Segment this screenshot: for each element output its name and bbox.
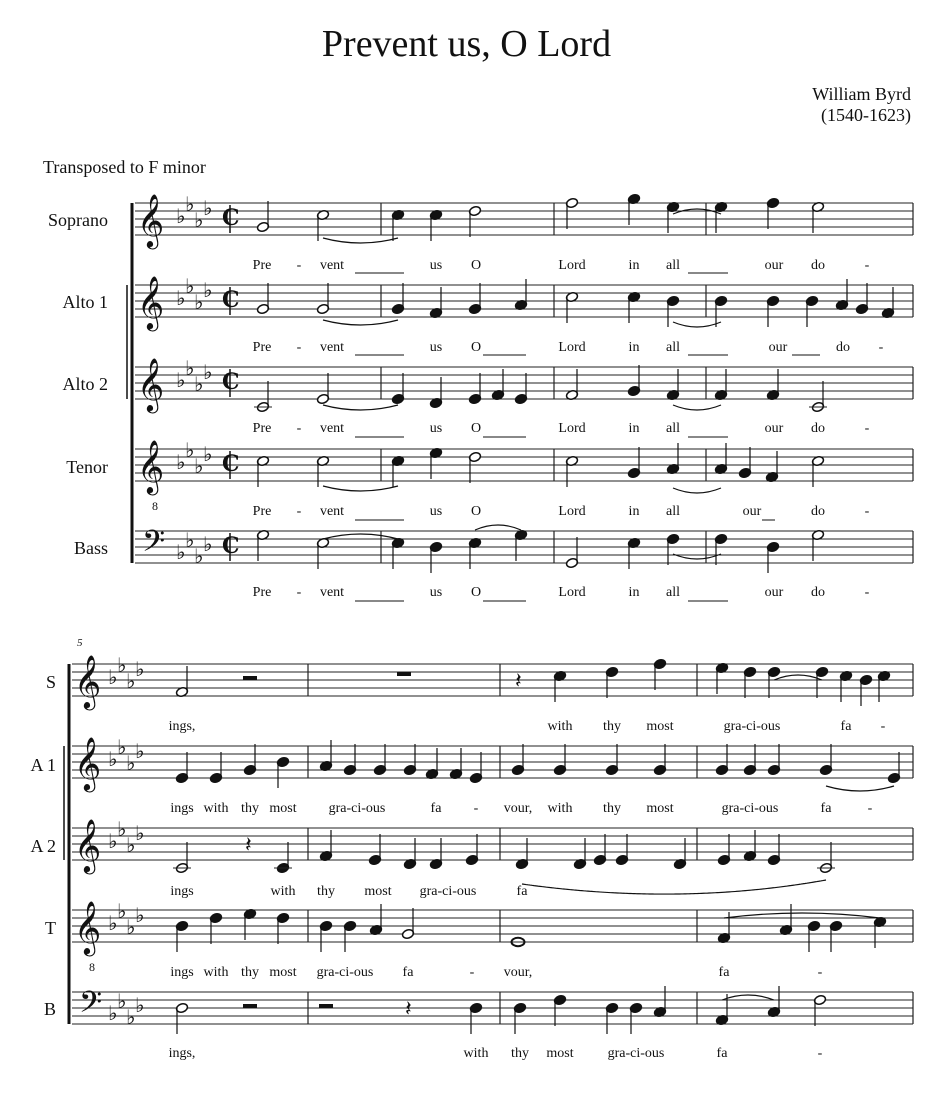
lyric-syllable: all (666, 340, 680, 355)
flat-sign-icon: ♭ (135, 739, 145, 763)
flat-sign-icon: ♭ (135, 993, 145, 1017)
measure-number: 5 (77, 637, 83, 649)
common-time-icon: C (222, 451, 240, 477)
flat-sign-icon: ♭ (126, 669, 136, 693)
lyric-syllable: thy (603, 801, 621, 816)
lyric-syllable: Pre (252, 585, 272, 600)
flat-sign-icon: ♭ (176, 450, 186, 474)
common-time-icon: C (222, 533, 240, 559)
composer-name: William Byrd (812, 84, 911, 104)
slur (724, 913, 880, 918)
flat-sign-icon: ♭ (176, 368, 186, 392)
lyric-syllable: gra-ci-ous (328, 801, 386, 816)
flat-sign-icon: ♭ (117, 989, 127, 1013)
slur (323, 405, 398, 410)
lyric-syllable: - (296, 504, 302, 519)
lyric-syllable: O (470, 504, 482, 519)
lyric-syllable: Lord (558, 421, 586, 436)
octave-marker: 8 (89, 960, 95, 974)
lyric-syllable: - (473, 801, 479, 816)
lyric-syllable: thy (511, 1046, 529, 1061)
lyric-syllable: Lord (558, 504, 586, 519)
lyric-syllable: most (646, 719, 674, 734)
flat-sign-icon: ♭ (117, 817, 127, 841)
lyric-syllable: do (836, 340, 850, 355)
lyric-syllable: in (628, 421, 640, 436)
half-rest-icon (243, 1004, 257, 1008)
flat-sign-icon: ♭ (203, 360, 213, 384)
flat-sign-icon: ♭ (194, 454, 204, 478)
lyric-syllable: with (203, 965, 229, 980)
treble-clef-icon: 𝄞 (74, 900, 102, 954)
lyric-syllable: vent (319, 504, 345, 519)
treble-clef-icon: 𝄞 (137, 357, 165, 411)
slur (673, 322, 721, 327)
lyric-syllable: do (811, 258, 825, 273)
lyric-syllable: O (470, 585, 482, 600)
lyric-syllable: - (296, 421, 302, 436)
lyric-syllable: gra-ci-ous (316, 965, 374, 980)
lyric-syllable: - (296, 258, 302, 273)
lyric-syllable: in (628, 258, 640, 273)
bass-clef-icon: 𝄢 (142, 525, 166, 566)
slur (323, 238, 398, 243)
lyric-syllable: Lord (558, 258, 586, 273)
lyric-syllable: fa (716, 1046, 728, 1061)
treble-clef-icon: 𝄞 (137, 193, 165, 247)
flat-sign-icon: ♭ (117, 653, 127, 677)
lyric-syllable: vent (319, 585, 345, 600)
flat-sign-icon: ♭ (176, 286, 186, 310)
slur (323, 534, 398, 539)
lyric-syllable: ings (170, 801, 194, 816)
treble-clef-icon: 𝄞 (74, 654, 102, 708)
lyric-syllable: gra-ci-ous (723, 719, 781, 734)
half-rest-icon (243, 676, 257, 680)
quarter-rest-icon: 𝄽 (405, 997, 412, 1022)
flat-sign-icon: ♭ (108, 911, 118, 935)
lyric-syllable: us (429, 340, 443, 355)
part-label-a2: A 2 (30, 836, 56, 856)
lyric-syllable: most (269, 801, 297, 816)
whole-rest-icon (397, 672, 411, 676)
part-label-b: B (43, 999, 56, 1019)
flat-sign-icon: ♭ (194, 290, 204, 314)
part-label-a1: A 1 (30, 755, 56, 775)
lyric-syllable: all (666, 504, 680, 519)
lyric-syllable: - (880, 719, 886, 734)
lyric-syllable: us (429, 258, 443, 273)
slur (522, 880, 826, 894)
lyric-syllable: our (768, 340, 788, 355)
lyric-syllable: thy (317, 884, 335, 899)
flat-sign-icon: ♭ (117, 735, 127, 759)
lyric-syllable: fa (430, 801, 442, 816)
flat-sign-icon: ♭ (203, 442, 213, 466)
part-label-tenor: Tenor (66, 457, 108, 477)
common-time-icon: C (222, 369, 240, 395)
part-label-bass: Bass (73, 538, 108, 558)
lyric-syllable: Pre (252, 258, 272, 273)
lyric-syllable: vent (319, 258, 345, 273)
lyric-syllable: with (270, 884, 296, 899)
lyric-syllable: in (628, 340, 640, 355)
lyric-syllable: Pre (252, 504, 272, 519)
flat-sign-icon: ♭ (126, 833, 136, 857)
part-label-alto-1: Alto 1 (62, 292, 108, 312)
lyric-syllable: do (811, 504, 825, 519)
lyric-syllable: - (817, 1046, 823, 1061)
lyric-syllable: in (628, 585, 640, 600)
lyric-syllable: our (764, 585, 784, 600)
treble-clef-icon: 𝄞 (137, 439, 165, 493)
lyric-syllable: thy (241, 965, 259, 980)
bass-clef-icon: 𝄢 (79, 986, 103, 1027)
lyric-syllable: Lord (558, 340, 586, 355)
quarter-rest-icon: 𝄽 (245, 833, 252, 858)
lyric-syllable: do (811, 585, 825, 600)
flat-sign-icon: ♭ (185, 438, 195, 462)
flat-sign-icon: ♭ (126, 751, 136, 775)
slur (722, 995, 774, 1000)
lyric-syllable: - (867, 801, 873, 816)
part-label-t: T (45, 918, 56, 938)
lyric-syllable: most (364, 884, 392, 899)
part-label-alto-2: Alto 2 (62, 374, 108, 394)
flat-sign-icon: ♭ (135, 821, 145, 845)
lyric-syllable: all (666, 258, 680, 273)
lyric-syllable: in (628, 504, 640, 519)
part-label-s: S (45, 672, 56, 692)
flat-sign-icon: ♭ (194, 372, 204, 396)
flat-sign-icon: ♭ (185, 528, 195, 552)
flat-sign-icon: ♭ (117, 899, 127, 923)
lyric-syllable: vour, (503, 965, 533, 980)
flat-sign-icon: ♭ (108, 1001, 118, 1025)
lyric-syllable: our (742, 504, 762, 519)
lyric-syllable: us (429, 585, 443, 600)
flat-sign-icon: ♭ (108, 665, 118, 689)
lyric-syllable: - (817, 965, 823, 980)
flat-sign-icon: ♭ (108, 747, 118, 771)
octave-marker: 8 (152, 499, 158, 513)
lyric-syllable: fa (402, 965, 414, 980)
flat-sign-icon: ♭ (185, 356, 195, 380)
common-time-icon: C (222, 287, 240, 313)
lyric-syllable: - (878, 340, 884, 355)
flat-sign-icon: ♭ (203, 278, 213, 302)
treble-clef-icon: 𝄞 (74, 736, 102, 790)
slur (673, 488, 721, 493)
slur (323, 320, 398, 325)
lyric-syllable: with (463, 1046, 489, 1061)
slur (774, 675, 822, 680)
lyric-syllable: all (666, 421, 680, 436)
lyric-syllable: - (296, 340, 302, 355)
lyric-syllable: - (296, 585, 302, 600)
flat-sign-icon: ♭ (203, 196, 213, 220)
lyric-syllable: most (269, 965, 297, 980)
lyric-syllable: with (547, 801, 573, 816)
slur (673, 405, 721, 410)
half-rest-icon (319, 1004, 333, 1008)
lyric-syllable: us (429, 421, 443, 436)
flat-sign-icon: ♭ (194, 544, 204, 568)
flat-sign-icon: ♭ (194, 208, 204, 232)
flat-sign-icon: ♭ (176, 540, 186, 564)
lyric-syllable: Lord (558, 585, 586, 600)
slur (826, 786, 894, 791)
treble-clef-icon: 𝄞 (137, 275, 165, 329)
lyric-syllable: - (864, 504, 870, 519)
flat-sign-icon: ♭ (185, 192, 195, 216)
lyric-syllable: most (546, 1046, 574, 1061)
lyric-syllable: with (547, 719, 573, 734)
lyric-syllable: Pre (252, 340, 272, 355)
lyric-syllable: do (811, 421, 825, 436)
lyric-syllable: most (646, 801, 674, 816)
lyric-syllable: fa (516, 884, 528, 899)
flat-sign-icon: ♭ (108, 829, 118, 853)
lyric-syllable: thy (603, 719, 621, 734)
lyric-syllable: fa (840, 719, 852, 734)
common-time-icon: C (222, 205, 240, 231)
flat-sign-icon: ♭ (203, 532, 213, 556)
lyric-syllable: vent (319, 421, 345, 436)
lyric-syllable: our (764, 421, 784, 436)
transposition-note: Transposed to F minor (43, 157, 206, 177)
flat-sign-icon: ♭ (126, 1005, 136, 1029)
slur (475, 525, 521, 530)
lyric-syllable: gra-ci-ous (721, 801, 779, 816)
flat-sign-icon: ♭ (176, 204, 186, 228)
lyric-syllable: O (470, 258, 482, 273)
lyric-syllable: with (203, 801, 229, 816)
flat-sign-icon: ♭ (185, 274, 195, 298)
lyric-syllable: gra-ci-ous (607, 1046, 665, 1061)
lyric-syllable: ings, (168, 719, 196, 734)
treble-clef-icon: 𝄞 (74, 818, 102, 872)
lyric-syllable: - (469, 965, 475, 980)
score-title: Prevent us, O Lord (321, 23, 612, 65)
slur (323, 486, 398, 491)
flat-sign-icon: ♭ (135, 657, 145, 681)
lyric-syllable: vour, (503, 801, 533, 816)
composer-dates: (1540-1623) (821, 105, 911, 125)
lyric-syllable: - (864, 585, 870, 600)
quarter-rest-icon: 𝄽 (515, 669, 522, 694)
lyric-syllable: vent (319, 340, 345, 355)
part-label-soprano: Soprano (48, 210, 108, 230)
lyric-syllable: O (470, 421, 482, 436)
lyric-syllable: O (470, 340, 482, 355)
lyric-syllable: fa (820, 801, 832, 816)
lyric-syllable: - (864, 258, 870, 273)
lyric-syllable: fa (718, 965, 730, 980)
lyric-syllable: ings (170, 884, 194, 899)
lyric-syllable: all (666, 585, 680, 600)
flat-sign-icon: ♭ (126, 915, 136, 939)
lyric-syllable: our (764, 258, 784, 273)
lyric-syllable: gra-ci-ous (419, 884, 477, 899)
lyric-syllable: us (429, 504, 443, 519)
flat-sign-icon: ♭ (135, 903, 145, 927)
lyric-syllable: - (864, 421, 870, 436)
lyric-syllable: ings, (168, 1046, 196, 1061)
lyric-syllable: ings (170, 965, 194, 980)
lyric-syllable: Pre (252, 421, 272, 436)
lyric-syllable: thy (241, 801, 259, 816)
